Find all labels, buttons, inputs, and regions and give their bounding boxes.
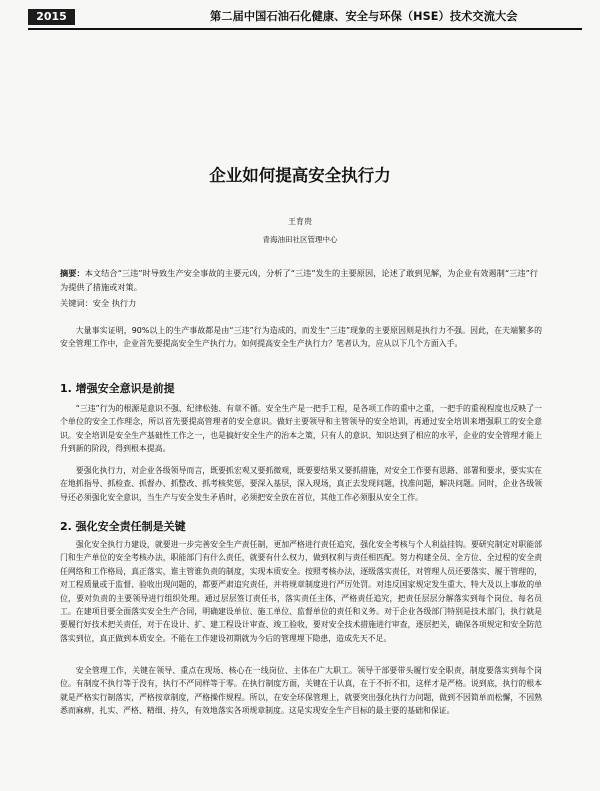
section-heading-2: 2. 强化安全责任制是关键	[60, 520, 186, 533]
abstract-label: 摘要：	[60, 268, 85, 278]
header-divider	[28, 28, 582, 30]
section-1-paragraph-2: 要强化执行力，对企业各级领导而言，既要抓宏观又要抓微观，既要要结果又要抓措施，对安全工作要有思路、部署和要求，要实实在在地抓指导、抓检查、抓督办、抓整改、抓考核奖惩，要深入基层，深入现场，真正去发现问题，找准问题，解决问题。同时，企业各级领导还必须强化安全意识，当生产与安全发生矛盾时，必须把安全放在首位，其他工作必须服从安全工作。	[60, 466, 542, 502]
section-heading-1: 1. 增强安全意识是前提	[60, 382, 175, 395]
page-header	[0, 0, 600, 34]
keywords-text: 安全 执行力	[92, 298, 137, 308]
author-name: 王育贵	[288, 217, 312, 226]
author-affiliation: 青海油田社区管理中心	[262, 235, 338, 244]
section-1-paragraph-1: “三违”行为的根源是意识不强、纪律松弛、有章不循。安全生产是一把手工程，是各项工作的重中之重，一把手的重视程度也反映了一个单位的安全工作理念，所以首先要提高管理者的安全意识。做好主要领导和主管领导的安全培训，再通过安全培训来增强职工的安全意识。安全培训是安全生产基础性工作之一，也是搞好安全生产的治本之策，只有人的意识、知识达到了相应的水平，企业的安全管理才能上升到新的阶段，得到根本提高。	[60, 404, 542, 454]
section-2-paragraph-1: 强化安全执行力建设，就要进一步完善安全生产责任制，更加严格进行责任追究，强化安全考核与个人利益挂钩。要研究制定对职能部门和生产单位的安全考核办法，职能部门有什么责任，就要有什么权力，做到权利与责任相匹配。努力构建全员、全方位、全过程的安全责任网络和工作格局，真正落实，谁主管谁负责的制度，实现本质安全。按照考核办法，逐级落实责任，对管理人员还要落实、履于管理的，对工程质量或于监督、验收出现问题的，都要严肃追究责任，并将规章制度进行严厉处罚。对违反国家规定发生重大、特大及以上事故的单位，要对负责的主要领导进行组织处理。通过层层签订责任书，落实责任主体，严格责任追究，把责任层层分解落实到每个岗位、每名员工。在建项目要全面落实安全生产合同，明确建设单位、施工单位、监督单位的责任和义务。对于企业各级部门特别是技术部门，执行就是要履行好技术把关责任，对于在设计、扩、建工程设计审查、竣工验收，要对安全技术措施进行审查，逐层把关，确保各项规定和安全防范落实到位，真正做到本质安全。不能在工作建设初期就为今后的管理埋下隐患，造成先天不足。	[60, 540, 542, 643]
abstract	[60, 266, 538, 294]
year-badge: 2015	[28, 9, 75, 25]
paper-title: 企业如何提高安全执行力	[209, 166, 391, 185]
intro-paragraph: 大量事实证明，90%以上的生产事故都是由“三违”行为造成的，而发生“三违”现象的主要原因则是执行力不强。因此，在夫端繁多的安全管理工作中，企业首先要提高安全生产执行力。如何提高安全生产执行力？笔者认为，应从以下几个方面入手。	[60, 326, 542, 349]
conference-title: 第二届中国石油石化健康、安全与环保（HSE）技术交流大会	[210, 10, 518, 23]
keywords	[60, 298, 538, 309]
section-2-paragraph-2: 安全管理工作，关键在领导、重点在现场、核心在一线岗位、主体在广大职工。领导干部要带头履行安全职责，制度要落实到每个岗位。有制度不执行等于没有，执行不严同样等于零。在执行制度方面，关键在于认真，在于不折不扣，这样才是严格。说到底，执行的根本就是严格实行制落实，严格按章制度，严格操作规程。所以，在安全环保管理上，就要突出强化执行力问题，做到不因简单而松懈，不因熟悉而麻痹，扎实、严格、精细、持久，有效地落实各项规章制度。这是实现安全生产目标的最主要的基础和保证。	[60, 666, 542, 716]
abstract-text: 本文结合“三违”时导致生产安全事故的主要元凶，分析了“三违”发生的主要原因，论述了敢到见解，为企业有效遏制“三违”行为提供了措施或对策。	[60, 268, 538, 292]
keywords-label: 关键词：	[60, 298, 93, 308]
